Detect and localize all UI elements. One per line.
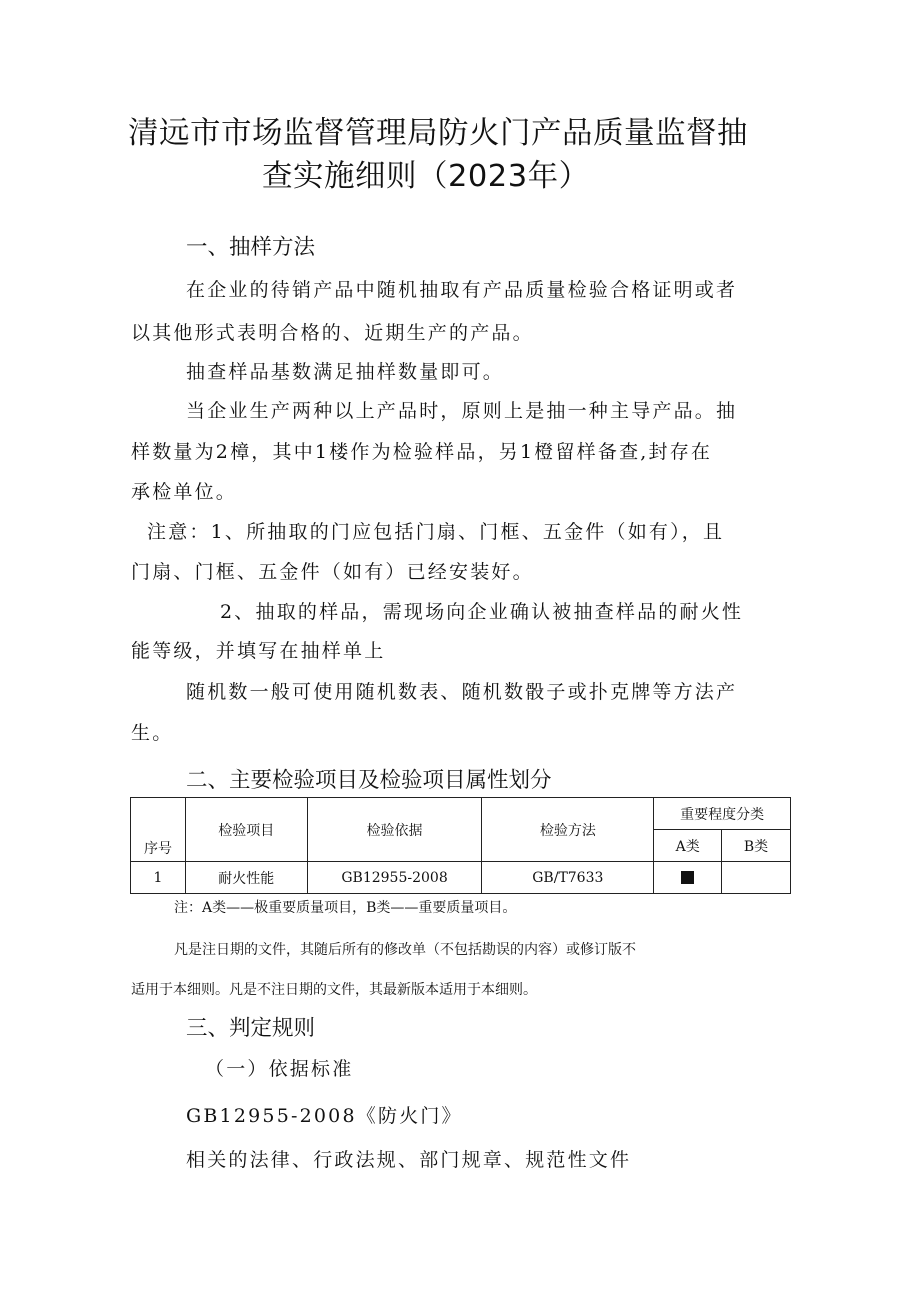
header-class-a: A类 [654,830,722,862]
table-note: 注：A类——极重要质量项目，B类——重要质量项目。 [174,900,517,916]
standard-related-laws: 相关的法律、行政法规、部门规章、规范性文件 [186,1149,632,1171]
sampling-para-2: 抽查样品基数满足抽样数量即可。 [186,361,505,383]
note-1-line-1: 注意：1、所抽取的门应包括门扇、门框、五金件（如有），且 [147,521,725,543]
sampling-para-1-line-1: 在企业的待销产品中随机抽取有产品质量检验合格证明或者 [186,279,738,301]
cell-basis: GB12955-2008 [307,862,482,894]
standard-gb12955: GB12955-2008《防火门》 [186,1105,463,1127]
reference-note-line-1: 凡是注日期的文件，其随后所有的修改单（不包括勘误的内容）或修订版不 [174,942,636,958]
header-seq: 序号 [131,798,186,862]
random-para-line-1: 随机数一般可使用随机数表、随机数骰子或扑克牌等方法产 [186,681,738,703]
reference-note-line-2: 适用于本细则。凡是不注日期的文件，其最新版本适用于本细则。 [131,982,537,998]
cell-class-b [722,862,791,894]
header-class-b: B类 [722,830,791,862]
note-2-line-1: 2、抽取的样品，需现场向企业确认被抽查样品的耐火性 [220,601,744,623]
subheading-basis-standard: （一）依据标准 [205,1058,354,1080]
table-row [131,862,791,894]
header-method: 检验方法 [482,798,654,862]
note-2-line-2: 能等级，并填写在抽样单上 [131,640,386,662]
section-heading-inspection: 二、主要检验项目及检验项目属性划分 [186,768,552,793]
title-line-1: 清远市市场监督管理局防火门产品质量监督抽 [128,116,748,151]
header-basis: 检验依据 [307,798,482,862]
header-importance: 重要程度分类 [654,798,791,830]
inspection-items-table [130,797,791,894]
cell-seq: 1 [131,862,186,894]
header-item: 检验项目 [185,798,307,862]
random-para-line-2: 生。 [131,722,174,744]
sampling-para-3-line-3: 承检单位。 [131,481,238,503]
document-title [128,112,808,198]
section-heading-judgement: 三、判定规则 [186,1016,316,1041]
cell-item: 耐火性能 [185,862,307,894]
section-heading-sampling: 一、抽样方法 [186,235,316,260]
note-1-line-2: 门扇、门框、五金件（如有）已经安装好。 [131,561,534,583]
cell-method: GB/T7633 [482,862,654,894]
title-line-2: 查实施细则（2023年） [262,159,590,194]
sampling-para-3-line-1: 当企业生产两种以上产品时，原则上是抽一种主导产品。抽 [186,400,738,422]
cell-class-a [654,862,722,894]
filled-square-mark-icon [681,871,694,884]
sampling-para-1-line-2: 以其他形式表明合格的、近期生产的产品。 [131,322,534,344]
sampling-para-3-line-2: 样数量为2樟，其中1楼作为检验样品，另1橙留样备查,封存在 [131,441,713,463]
